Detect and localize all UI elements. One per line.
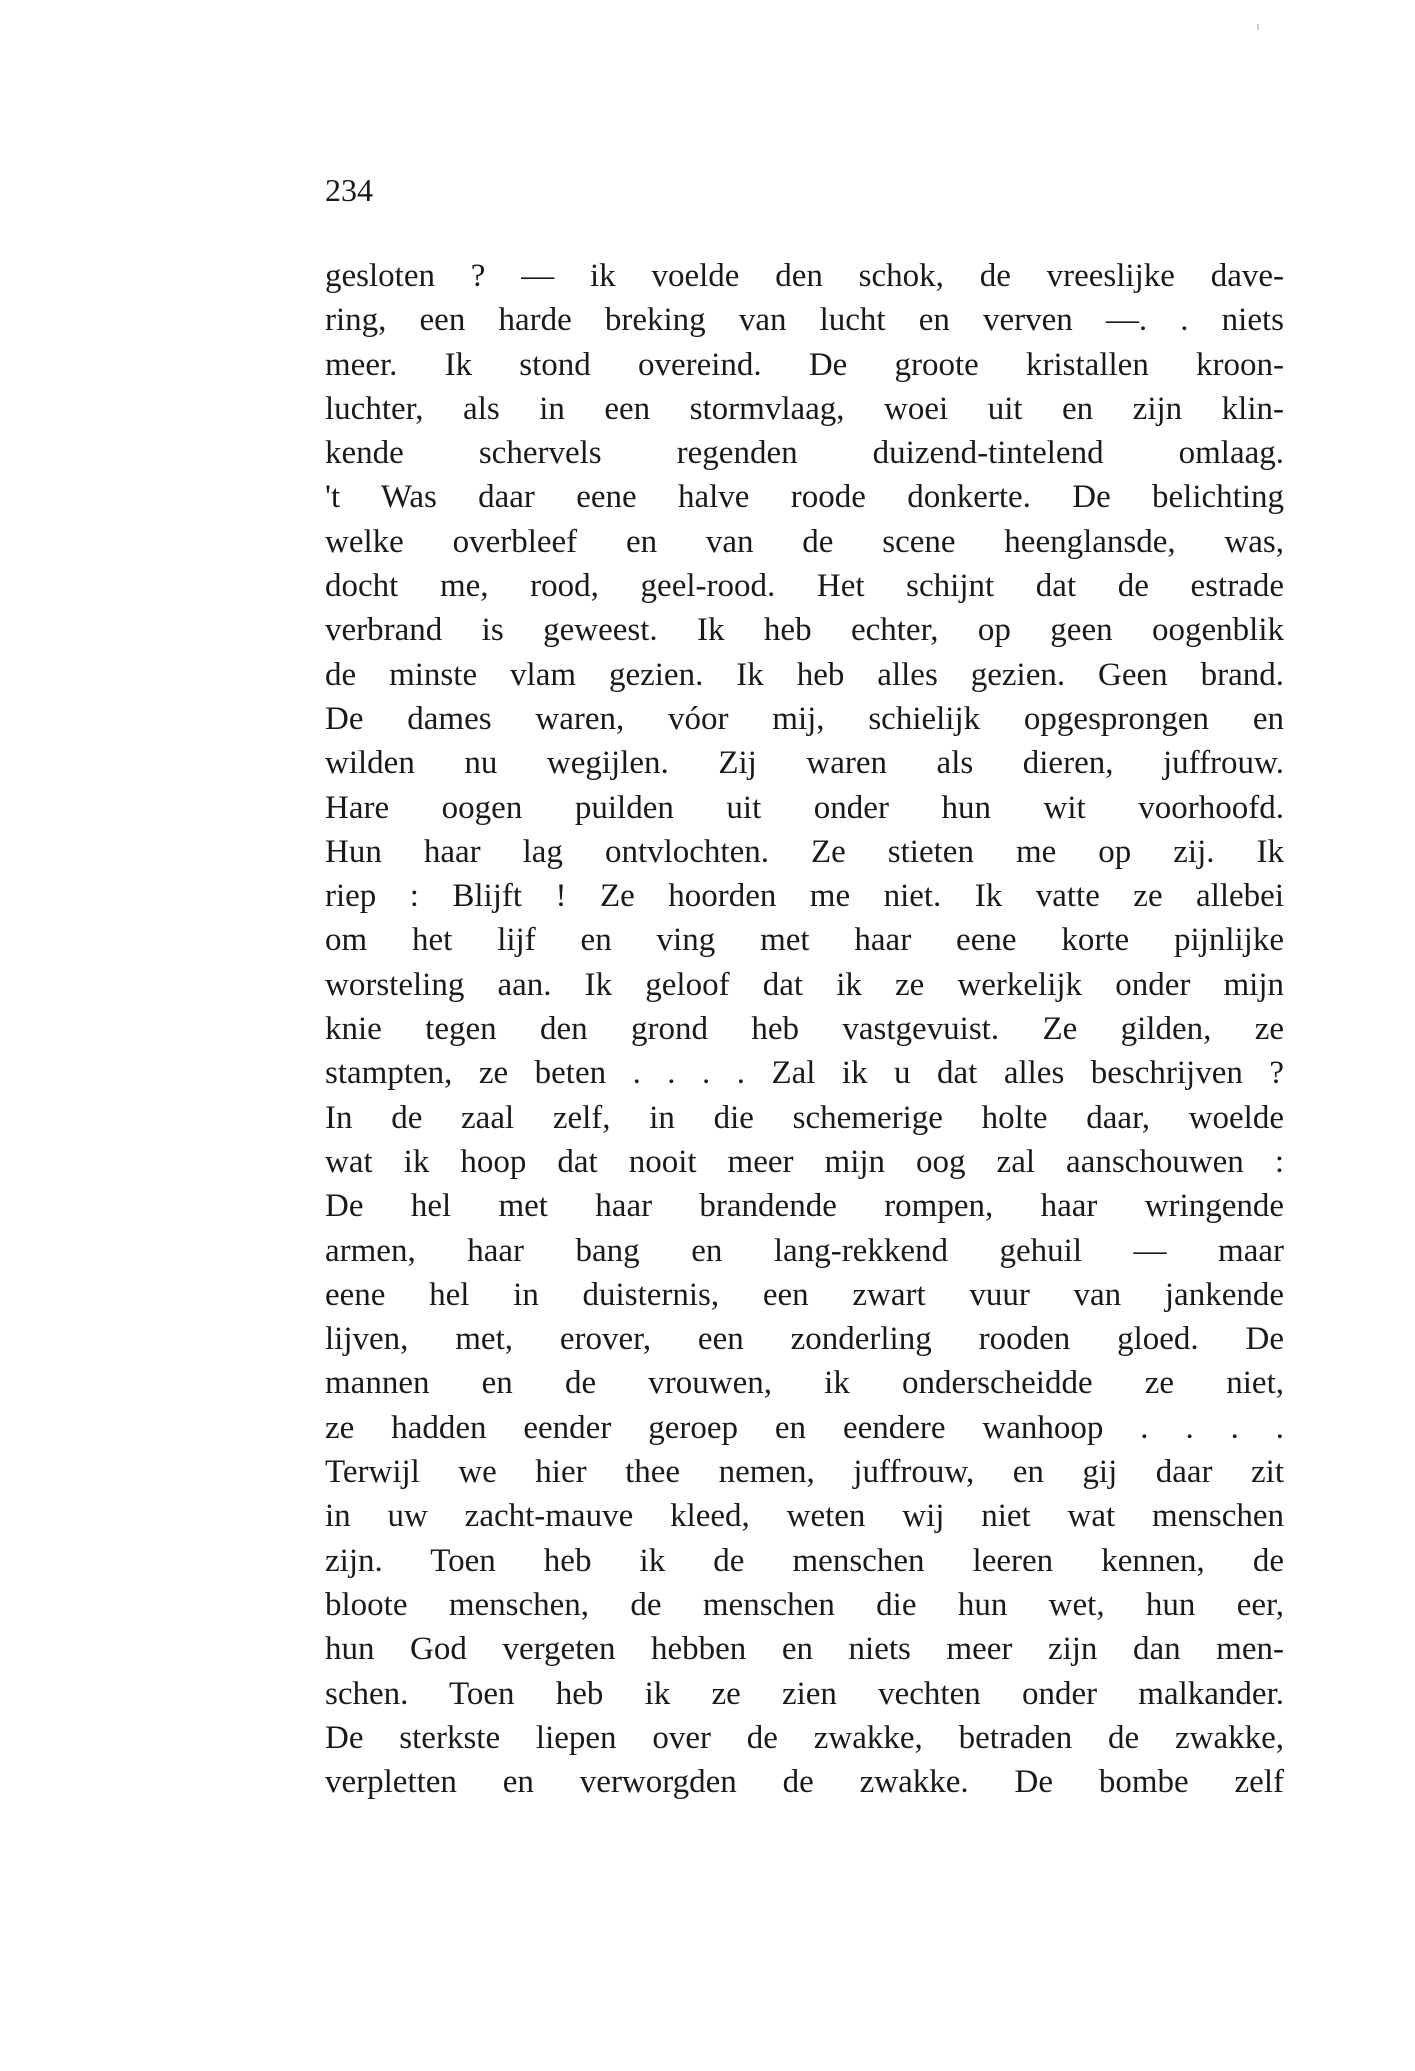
body-text	[325, 254, 1284, 1804]
text-line: In de zaal zelf, in die schemerige holte daar, woelde	[325, 1099, 1284, 1136]
text-line: knie tegen den grond heb vastgevuist. Ze gilden, ze	[325, 1011, 1284, 1048]
text-line: De hel met haar brandende rompen, haar wringende	[325, 1188, 1284, 1225]
text-line: verbrand is geweest. Ik heb echter, op geen oogenblik	[325, 612, 1284, 649]
text-line: welke overbleef en van de scene heenglansde, was,	[325, 523, 1284, 560]
text-line: ze hadden eender geroep en eendere wanhoop . . . .	[325, 1409, 1284, 1446]
text-line: riep : Blijft ! Ze hoorden me niet. Ik vatte ze allebei	[325, 878, 1284, 915]
text-line: 't Was daar eene halve roode donkerte. De belichting	[325, 479, 1284, 516]
text-line: docht me, rood, geel-rood. Het schijnt dat de estrade	[325, 568, 1284, 605]
scan-speck	[1257, 24, 1259, 30]
text-line: wat ik hoop dat nooit meer mijn oog zal aanschouwen :	[325, 1143, 1284, 1180]
text-line: hun God vergeten hebben en niets meer zijn dan men-	[325, 1631, 1284, 1668]
text-line: ring, een harde breking van lucht en verven —. . niets	[325, 302, 1284, 339]
text-line: bloote menschen, de menschen die hun wet, hun eer,	[325, 1586, 1284, 1623]
text-line: stampten, ze beten . . . . Zal ik u dat alles beschrijven ?	[325, 1055, 1284, 1092]
text-line: kende schervels regenden duizend-tintelend omlaag.	[325, 435, 1284, 472]
text-line: Terwijl we hier thee nemen, juffrouw, en gij daar zit	[325, 1454, 1284, 1491]
text-line: eene hel in duisternis, een zwart vuur van jankende	[325, 1276, 1284, 1313]
text-line: zijn. Toen heb ik de menschen leeren kennen, de	[325, 1542, 1284, 1579]
text-line: armen, haar bang en lang-rekkend gehuil — maar	[325, 1232, 1284, 1269]
text-line: schen. Toen heb ik ze zien vechten onder malkander.	[325, 1675, 1284, 1712]
text-line: wilden nu wegijlen. Zij waren als dieren, juffrouw.	[325, 745, 1284, 782]
text-line: Hun haar lag ontvlochten. Ze stieten me op zij. Ik	[325, 833, 1284, 870]
text-line: gesloten ? — ik voelde den schok, de vreeslijke dave-	[325, 258, 1284, 294]
text-line: De sterkste liepen over de zwakke, betraden de zwakke,	[325, 1719, 1284, 1756]
text-line: luchter, als in een stormvlaag, woei uit en zijn klin-	[325, 390, 1284, 427]
text-line: De dames waren, vóor mij, schielijk opgesprongen en	[325, 700, 1284, 737]
text-line: de minste vlam gezien. Ik heb alles gezien. Geen brand.	[325, 656, 1284, 693]
text-line: meer. Ik stond overeind. De groote kristallen kroon-	[325, 346, 1284, 383]
text-line: Hare oogen puilden uit onder hun wit voorhoofd.	[325, 789, 1284, 826]
page-number: 234	[325, 172, 373, 208]
text-line: mannen en de vrouwen, ik onderscheidde ze niet,	[325, 1365, 1284, 1402]
text-line: verpletten en verworgden de zwakke. De bombe zelf	[325, 1764, 1284, 1801]
text-line: lijven, met, erover, een zonderling rooden gloed. De	[325, 1321, 1284, 1358]
text-line: om het lijf en ving met haar eene korte pijnlijke	[325, 922, 1284, 959]
text-line: worsteling aan. Ik geloof dat ik ze werkelijk onder mijn	[325, 966, 1284, 1003]
text-line: in uw zacht-mauve kleed, weten wij niet wat menschen	[325, 1498, 1284, 1535]
